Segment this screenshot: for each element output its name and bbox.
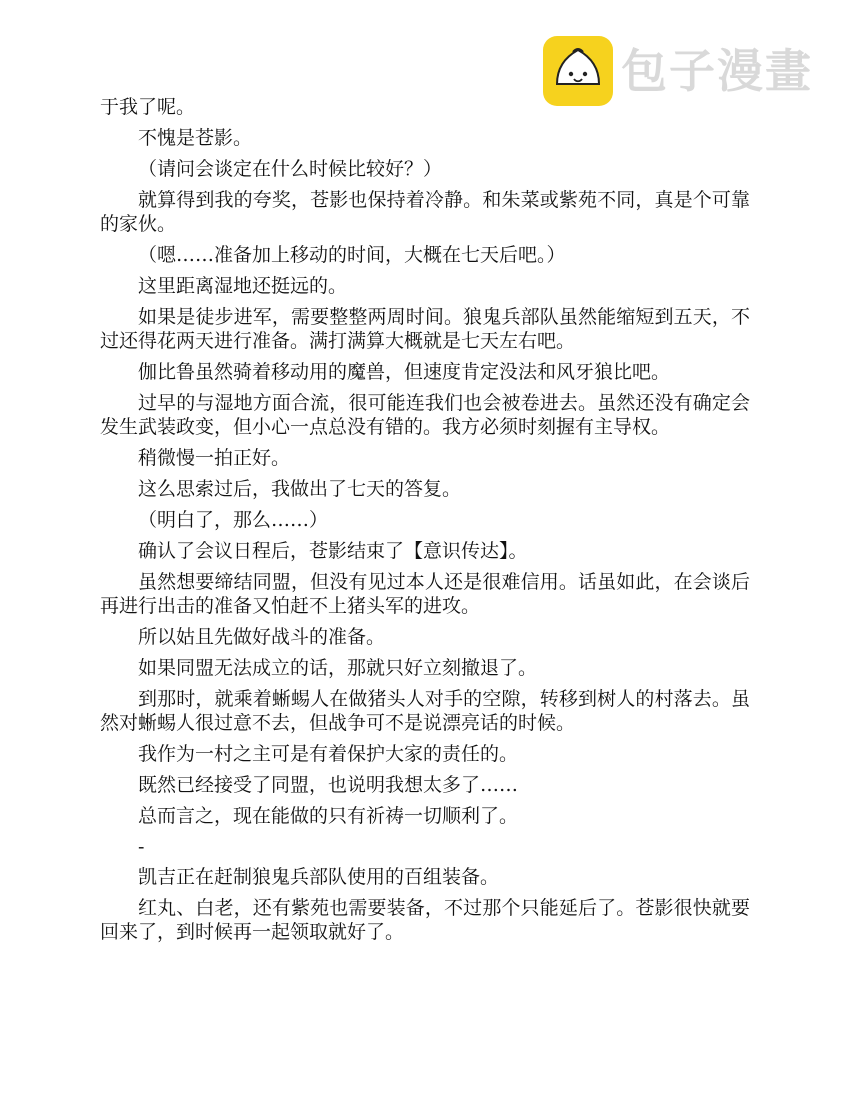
paragraph: 虽然想要缔结同盟，但没有见过本人还是很难信用。话虽如此，在会谈后再进行出击的准备又怕赶不上猪头军的进攻。 [100,571,750,617]
paragraph: 所以姑且先做好战斗的准备。 [138,626,386,648]
paragraph: 不愧是苍影。 [138,127,253,149]
paragraph: 确认了会议日程后，苍影结束了【意识传达】。 [138,540,528,562]
paragraph: 到那时，就乘着蜥蜴人在做猪头人对手的空隙，转移到树人的村落去。虽然对蜥蜴人很过意不去，但战争可不是说漂亮话的时候。 [100,688,750,734]
paragraph: 伽比鲁虽然骑着移动用的魔兽，但速度肯定没法和风牙狼比吧。 [138,361,671,383]
paragraph: 我作为一村之主可是有着保护大家的责任的。 [138,743,519,765]
paragraph: （嗯……准备加上移动的时间，大概在七天后吧。） [138,244,566,266]
paragraph: 这里距离湿地还挺远的。 [138,275,348,297]
paragraph: 总而言之，现在能做的只有祈祷一切顺利了。 [138,805,519,827]
novel-page-text [100,95,750,951]
paragraph: 红丸、白老，还有紫苑也需要装备，不过那个只能延后了。苍影很快就要回来了，到时候再一起领取就好了。 [100,897,750,943]
paragraph: 如果是徒步进军，需要整整两周时间。狼鬼兵部队虽然能缩短到五天，不过还得花两天进行准备。满打满算大概就是七天左右吧。 [100,306,750,352]
paragraph: （明白了，那么……） [138,509,329,531]
paragraph: - [138,836,145,858]
logo-text: 包子漫畫 [621,44,813,98]
paragraph: 就算得到我的夸奖，苍影也保持着冷静。和朱菜或紫苑不同，真是个可靠的家伙。 [100,189,750,235]
paragraph: 过早的与湿地方面合流，很可能连我们也会被卷进去。虽然还没有确定会发生武装政变，但小心一点总没有错的。我方必须时刻握有主导权。 [100,392,750,438]
paragraph: 如果同盟无法成立的话，那就只好立刻撤退了。 [138,657,538,679]
paragraph: （请问会谈定在什么时候比较好？） [138,158,443,180]
paragraph: 这么思索过后，我做出了七天的答复。 [138,478,462,500]
paragraph: 于我了呢。 [100,96,196,118]
paragraph: 既然已经接受了同盟，也说明我想太多了…… [138,774,519,796]
paragraph: 凯吉正在赶制狼鬼兵部队使用的百组装备。 [138,866,500,888]
paragraph: 稍微慢一拍正好。 [138,447,291,469]
